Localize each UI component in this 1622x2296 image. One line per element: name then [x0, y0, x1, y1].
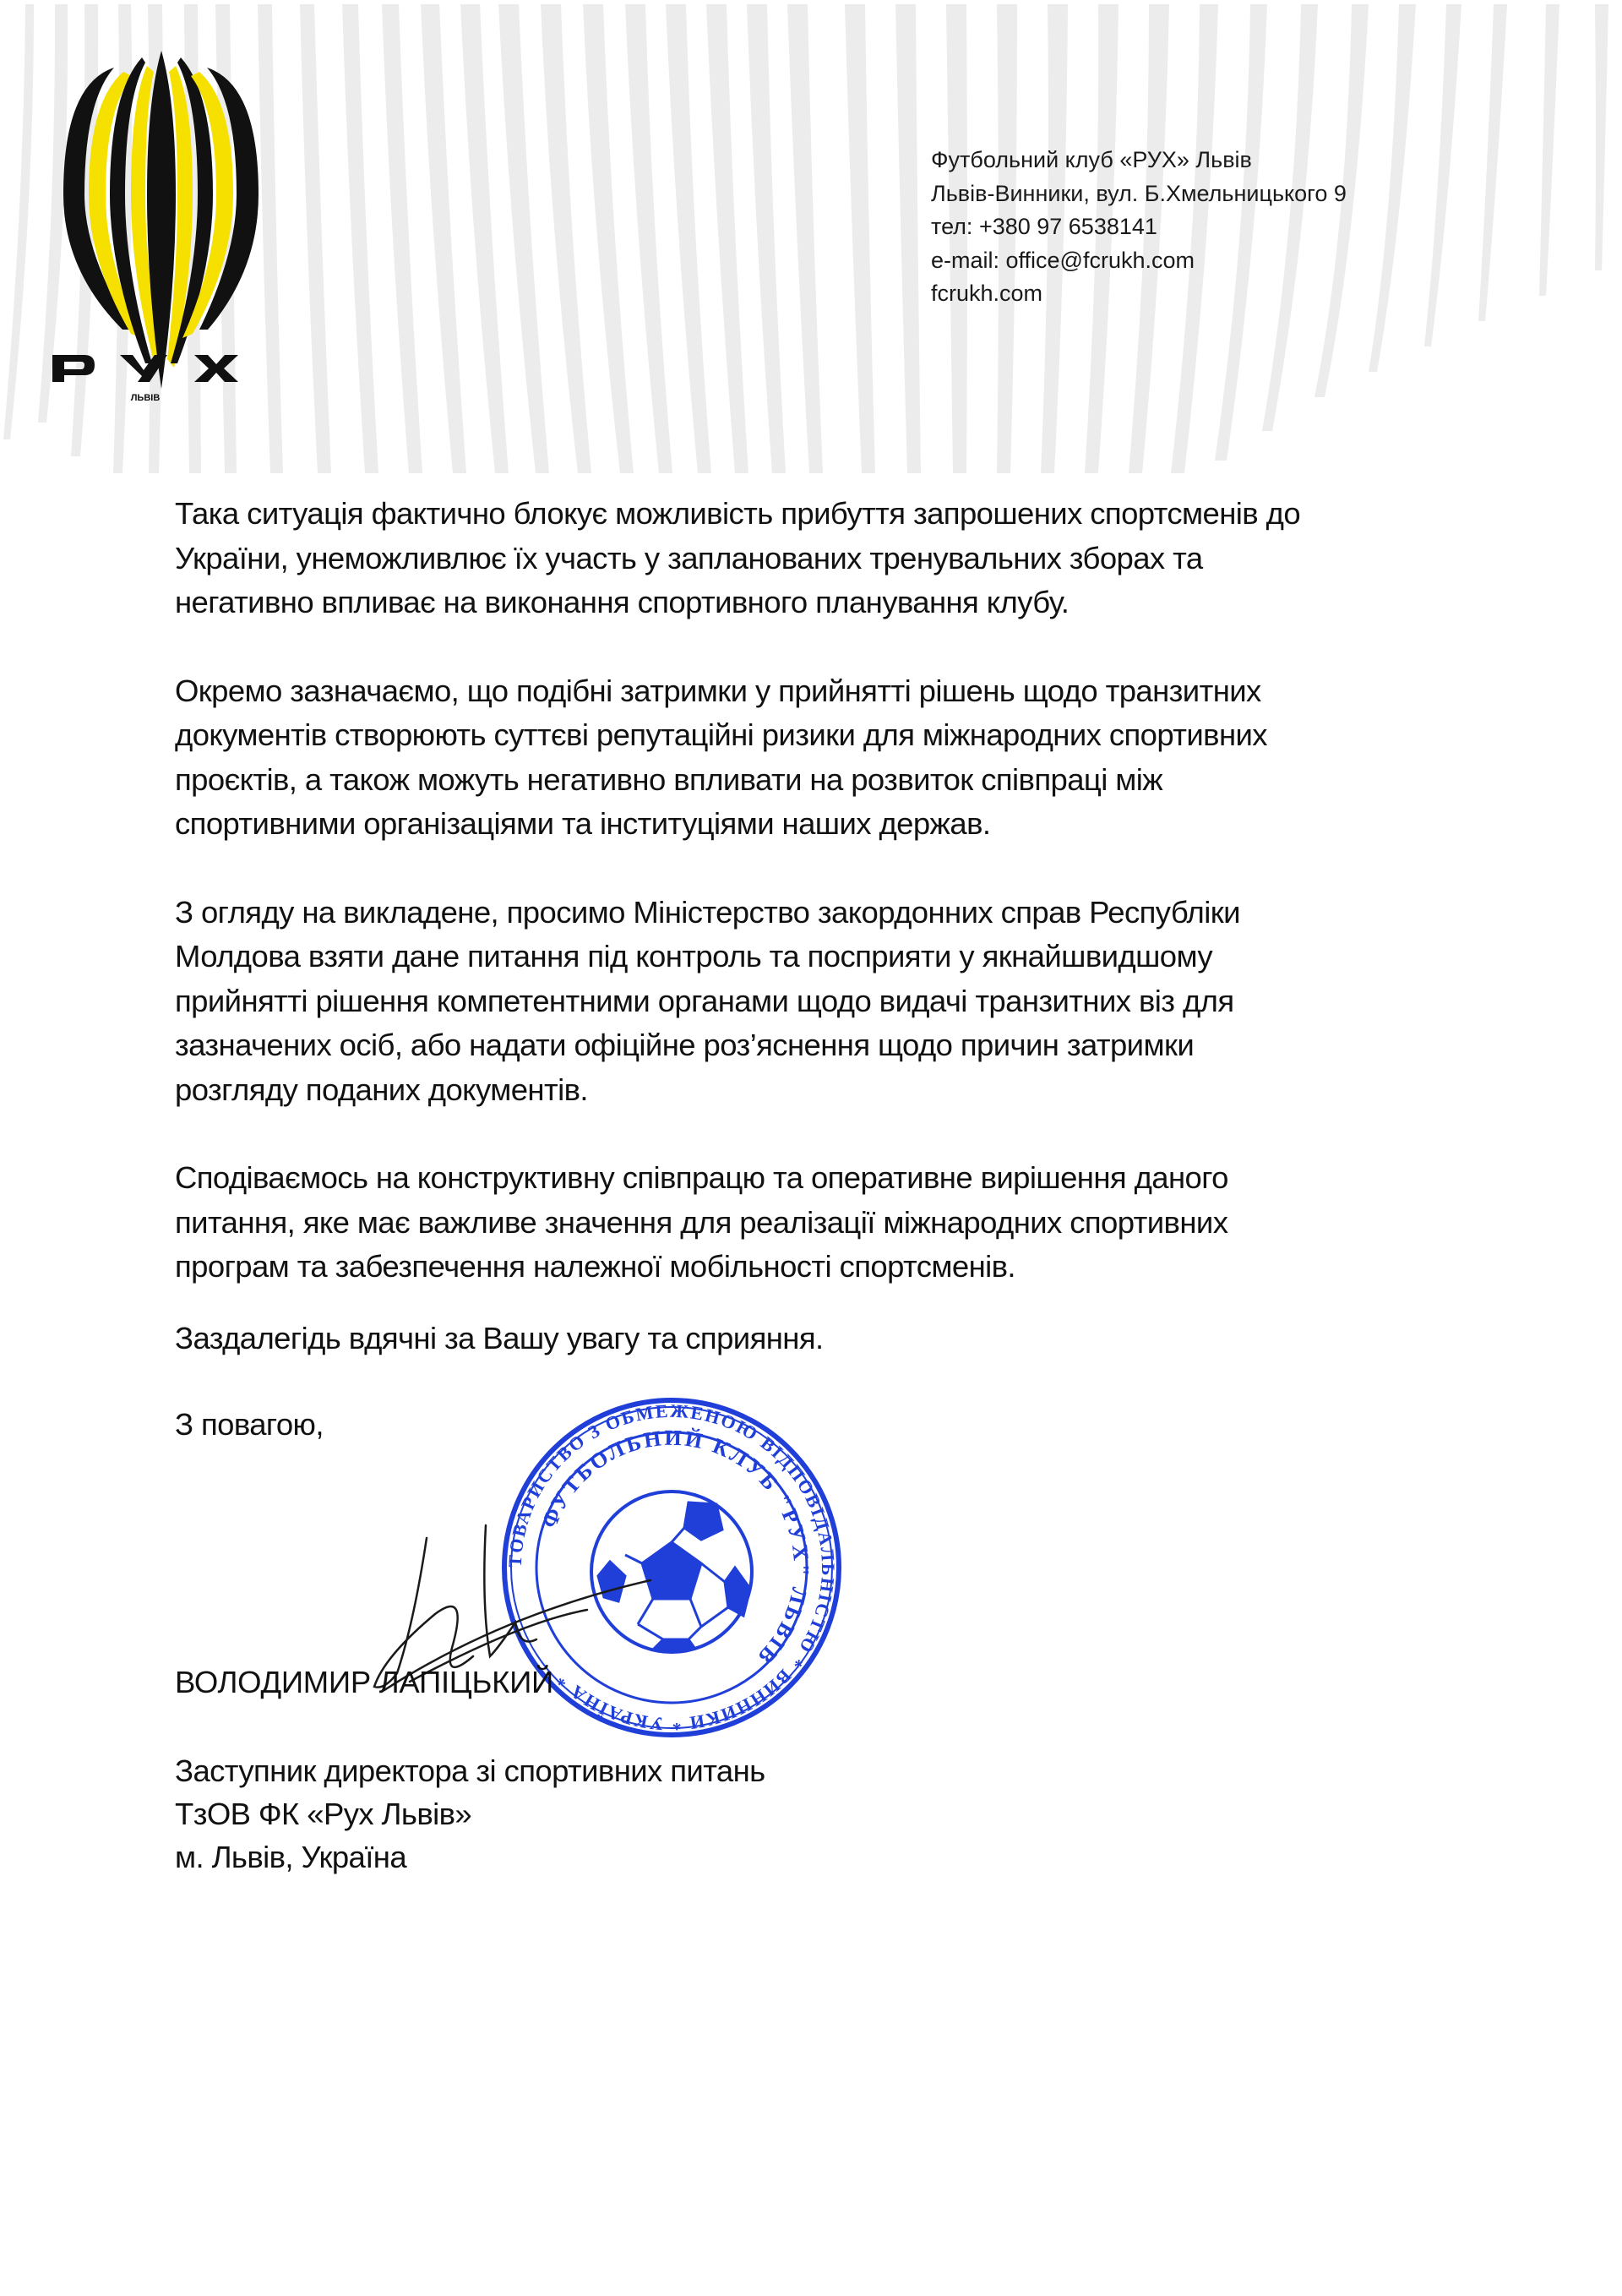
svg-text:ФУТБОЛЬНИЙ КЛУБ "РУХ" ЛЬВІВ: ФУТБОЛЬНИЙ КЛУБ "РУХ" ЛЬВІВ [536, 1425, 814, 1671]
signer-name: ВОЛОДИМИР ЛАПІЦЬКИЙ [175, 1665, 553, 1699]
paragraph-line: розгляду поданих документів. [175, 1072, 588, 1107]
signer-location: м. Львів, Україна [175, 1840, 407, 1874]
club-name: Футбольний клуб «РУХ» Львів [931, 147, 1252, 172]
logo-subtitle: ЛЬВІВ [130, 393, 161, 403]
contact-block [931, 144, 1347, 311]
thanks-line: Заздалегідь вдячні за Вашу увагу та сприяння. [175, 1321, 824, 1355]
club-email[interactable]: e-mail: office@fcrukh.com [931, 247, 1195, 273]
paragraph-line: питання, яке має важливе значення для реалізації міжнародних спортивних [175, 1204, 1228, 1240]
letter-body [175, 492, 1459, 1333]
paragraph-line: прийнятті рішення компетентними органами щодо видачі транзитних віз для [175, 983, 1234, 1018]
paragraph-line: проєктів, а також можуть негативно впливати на розвиток співпраці між [175, 761, 1163, 797]
paragraph-2 [175, 669, 1459, 847]
paragraph-line: України, унеможливлює їх участь у запланованих тренувальних зборах та [175, 540, 1203, 575]
club-crest-icon [51, 51, 304, 406]
paragraph-line: Молдова взяти дане питання під контроль та посприяти у якнайшвидшому [175, 939, 1213, 973]
svg-text:ТОВАРИСТВО З ОБМЕЖЕНОЮ ВІДПОВІ: ТОВАРИСТВО З ОБМЕЖЕНОЮ ВІДПОВІДАЛЬНІСТЮ * ВИННИКИ * УКРАЇНА * [503, 1399, 840, 1736]
paragraph-line: З огляду на викладене, просимо Міністерство закордонних справ Республіки [175, 894, 1240, 930]
paragraph-line: Сподіваємось на конструктивну співпрацю та оперативне вирішення даного [175, 1160, 1228, 1195]
paragraph-line: програм та забезпечення належної мобільності спортсменів. [175, 1249, 1015, 1284]
paragraph-line: документів створюють суттєві репутаційні ризики для міжнародних спортивних [175, 717, 1267, 752]
paragraph-line: Така ситуація фактично блокує можливість прибуття запрошених спортсменів до [175, 496, 1301, 531]
paragraph-line: зазначених осіб, або надати офіційне роз’яснення щодо причин затримки [175, 1028, 1195, 1062]
paragraph-line: негативно впливає на виконання спортивного планування клубу. [175, 585, 1070, 619]
regards-line: З повагою, [175, 1407, 324, 1442]
club-address: Львів-Винники, вул. Б.Хмельницького 9 [931, 180, 1347, 206]
club-website[interactable]: fcrukh.com [931, 281, 1043, 306]
paragraph-line: Окремо зазначаємо, що подібні затримки у прийнятті рішень щодо транзитних [175, 673, 1261, 708]
signer-position: Заступник директора зі спортивних питань [175, 1753, 765, 1788]
paragraph-line: спортивними організаціями та інституціями наших держав. [175, 806, 991, 841]
club-phone: тел: +380 97 6538141 [931, 214, 1157, 239]
paragraph-4 [175, 1156, 1459, 1290]
paragraph-1 [175, 492, 1459, 625]
signer-organization: ТзОВ ФК «Рух Львів» [175, 1797, 472, 1831]
paragraph-3 [175, 891, 1459, 1113]
signer-title-block [175, 1749, 765, 1879]
